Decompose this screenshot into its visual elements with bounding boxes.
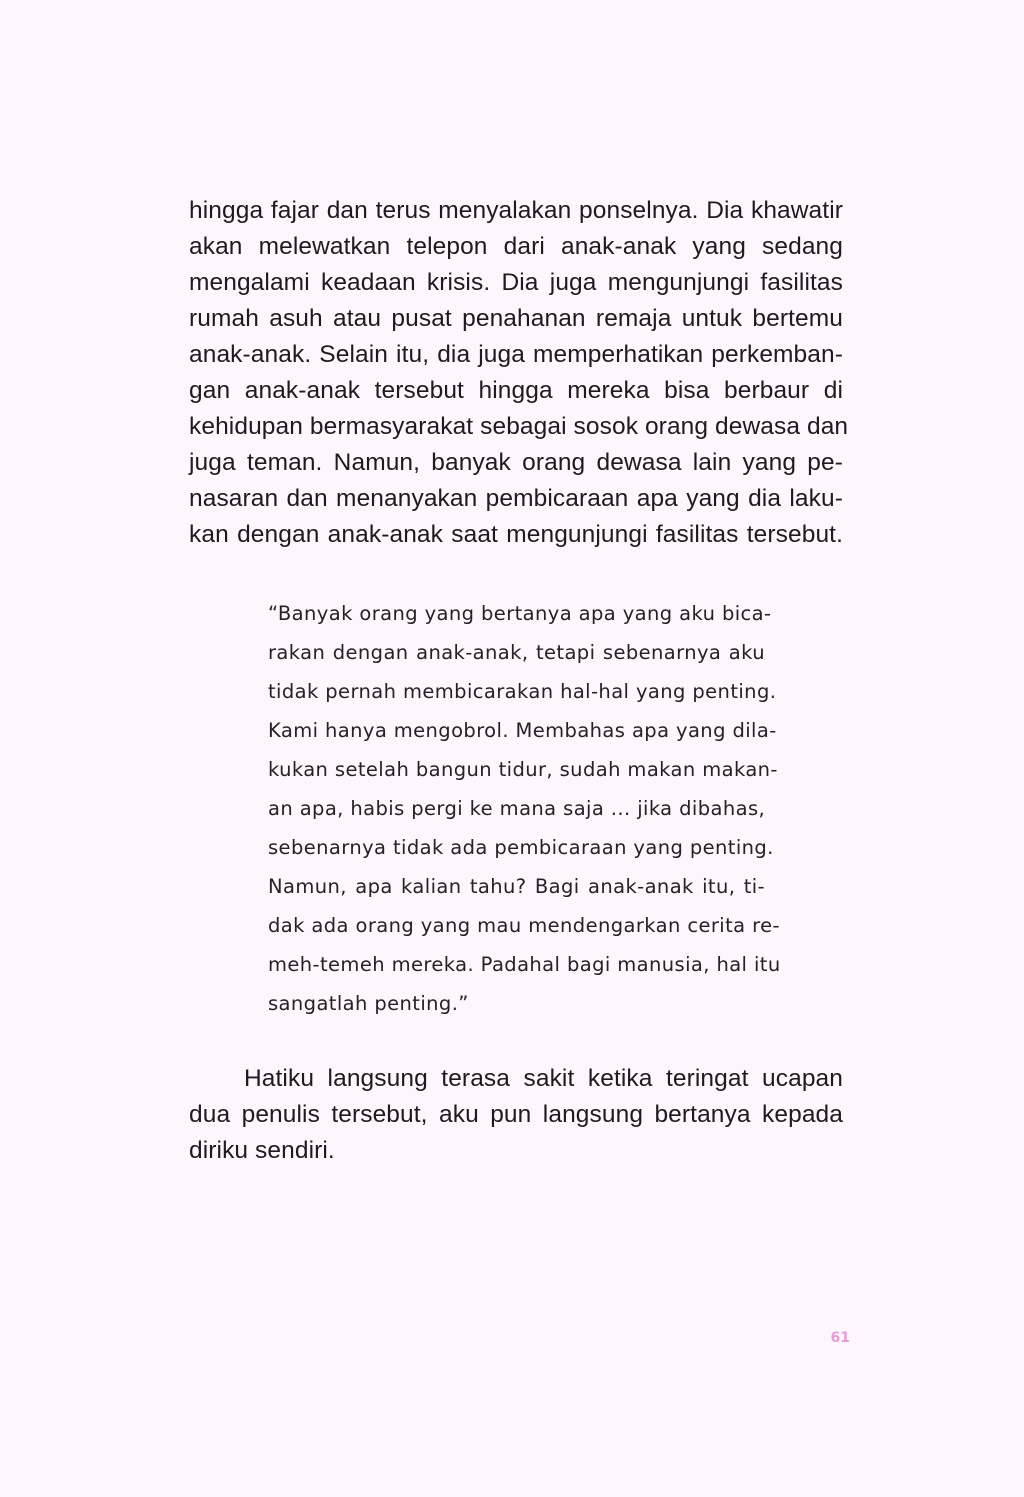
paragraph-line: mengalami keadaan krisis. Dia juga mengunjungi fasilitas xyxy=(189,269,843,296)
quote-line: sebenarnya tidak ada pembicaraan yang penting. xyxy=(268,836,774,859)
quote-line: Namun, apa kalian tahu? Bagi anak-anak itu, ti- xyxy=(268,875,765,898)
paragraph-line: juga teman. Namun, banyak orang dewasa lain yang pe- xyxy=(189,449,843,476)
paragraph-line: Hatiku langsung terasa sakit ketika teringat ucapan xyxy=(244,1065,843,1092)
quote-line: tidak pernah membicarakan hal-hal yang penting. xyxy=(268,680,777,703)
page-number: 61 xyxy=(830,1330,850,1346)
paragraph-line: dua penulis tersebut, aku pun langsung bertanya kepada xyxy=(189,1101,843,1128)
paragraph-line: anak-anak. Selain itu, dia juga memperhatikan perkemban- xyxy=(189,341,843,368)
paragraph-line: hingga fajar dan terus menyalakan ponselnya. Dia khawatir xyxy=(189,197,843,224)
paragraph-line: kehidupan bermasyarakat sebagai sosok orang dewasa dan xyxy=(189,413,849,440)
quote-line: meh-temeh mereka. Padahal bagi manusia, hal itu xyxy=(268,953,781,976)
paragraph-line: gan anak-anak tersebut hingga mereka bisa berbaur di xyxy=(189,377,843,404)
paragraph-line: akan melewatkan telepon dari anak-anak yang sedang xyxy=(189,233,843,260)
quote-line: rakan dengan anak-anak, tetapi sebenarnya aku xyxy=(268,641,765,664)
paragraph-line: rumah asuh atau pusat penahanan remaja untuk bertemu xyxy=(189,305,843,332)
paragraph-line: diriku sendiri. xyxy=(189,1137,335,1164)
quote-line: “Banyak orang yang bertanya apa yang aku bica- xyxy=(268,602,772,625)
quote-line: dak ada orang yang mau mendengarkan cerita re- xyxy=(268,914,780,937)
quote-line: an apa, habis pergi ke mana saja ... jika dibahas, xyxy=(268,797,766,820)
quote-line: kukan setelah bangun tidur, sudah makan makan- xyxy=(268,758,778,781)
paragraph-line: nasaran dan menanyakan pembicaraan apa yang dia laku- xyxy=(189,485,843,512)
quote-line: Kami hanya mengobrol. Membahas apa yang dila- xyxy=(268,719,777,742)
quote-line: sangatlah penting.” xyxy=(268,992,469,1015)
paragraph-line: kan dengan anak-anak saat mengunjungi fasilitas tersebut. xyxy=(189,521,843,548)
